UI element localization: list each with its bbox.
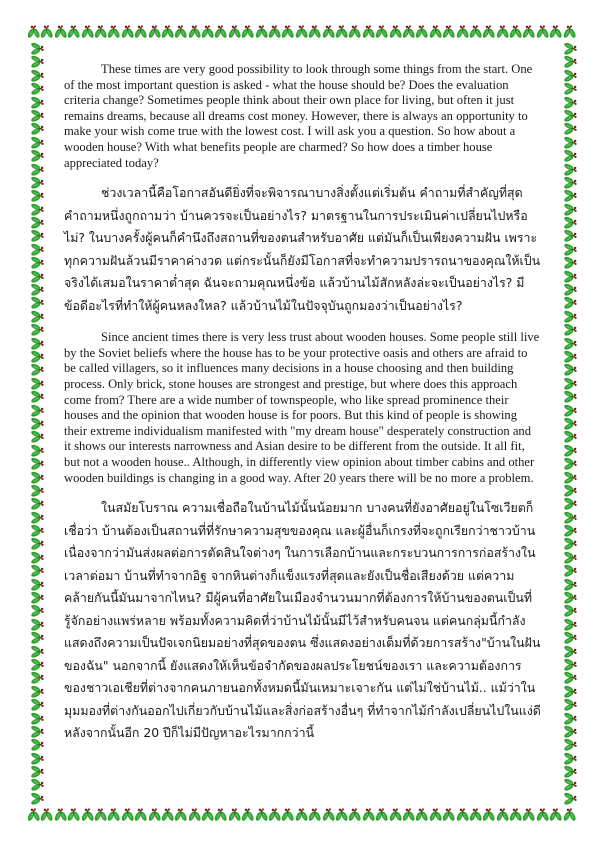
holly-sprig-icon [402,24,415,42]
holly-sprig-icon [308,24,321,42]
holly-sprig-icon [40,807,53,825]
holly-sprig-icon [560,176,578,189]
holly-sprig-icon [560,243,578,256]
holly-sprig-icon [27,122,45,135]
holly-sprig-icon [560,698,578,711]
holly-sprig-icon [27,618,45,631]
decorative-border-bottom [27,807,576,825]
holly-sprig-icon [322,807,335,825]
holly-sprig-icon [560,136,578,149]
holly-sprig-icon [161,24,174,42]
holly-sprig-icon [27,24,40,42]
holly-sprig-icon [27,69,45,82]
holly-sprig-icon [560,417,578,430]
holly-sprig-icon [27,471,45,484]
holly-sprig-icon [268,24,281,42]
holly-sprig-icon [188,807,201,825]
holly-sprig-icon [188,24,201,42]
holly-sprig-icon [560,363,578,376]
holly-sprig-icon [389,807,402,825]
holly-sprig-icon [27,229,45,242]
holly-sprig-icon [27,698,45,711]
holly-sprig-icon [560,471,578,484]
holly-sprig-icon [429,24,442,42]
decorative-border-right [560,42,578,807]
holly-sprig-icon [148,807,161,825]
holly-sprig-icon [27,310,45,323]
holly-sprig-icon [27,658,45,671]
holly-sprig-icon [560,149,578,162]
document-body [64,62,541,758]
holly-sprig-icon [107,24,120,42]
holly-sprig-icon [560,792,578,805]
holly-sprig-icon [560,323,578,336]
holly-sprig-icon [148,24,161,42]
holly-sprig-icon [27,243,45,256]
holly-sprig-icon [348,807,361,825]
holly-sprig-icon [27,430,45,443]
holly-sprig-icon [429,807,442,825]
holly-sprig-icon [134,24,147,42]
holly-sprig-icon [27,390,45,403]
holly-sprig-icon [27,752,45,765]
holly-sprig-icon [362,807,375,825]
holly-sprig-icon [560,163,578,176]
holly-sprig-icon [496,24,509,42]
holly-sprig-icon [174,24,187,42]
holly-sprig-icon [295,807,308,825]
holly-sprig-icon [27,645,45,658]
holly-sprig-icon [201,807,214,825]
holly-sprig-icon [560,618,578,631]
holly-sprig-icon [27,203,45,216]
holly-sprig-icon [549,24,562,42]
holly-sprig-icon [27,176,45,189]
holly-sprig-icon [560,497,578,510]
holly-sprig-icon [81,24,94,42]
holly-sprig-icon [27,564,45,577]
holly-sprig-icon [27,685,45,698]
holly-sprig-icon [469,807,482,825]
holly-sprig-icon [27,712,45,725]
holly-sprig-icon [560,685,578,698]
holly-sprig-icon [81,807,94,825]
holly-sprig-icon [27,283,45,296]
holly-sprig-icon [560,296,578,309]
holly-sprig-icon [560,631,578,644]
holly-sprig-icon [27,296,45,309]
holly-sprig-icon [560,310,578,323]
holly-sprig-icon [268,807,281,825]
holly-sprig-icon [281,807,294,825]
holly-sprig-icon [27,136,45,149]
holly-sprig-icon [27,377,45,390]
holly-sprig-icon [348,24,361,42]
holly-sprig-icon [27,537,45,550]
holly-sprig-icon [522,807,535,825]
holly-sprig-icon [134,807,147,825]
holly-sprig-icon [27,55,45,68]
holly-sprig-icon [201,24,214,42]
holly-sprig-icon [27,149,45,162]
holly-sprig-icon [560,591,578,604]
holly-sprig-icon [67,24,80,42]
holly-sprig-icon [27,578,45,591]
holly-sprig-icon [469,24,482,42]
holly-sprig-icon [27,725,45,738]
holly-sprig-icon [560,96,578,109]
holly-sprig-icon [27,350,45,363]
holly-sprig-icon [27,404,45,417]
holly-sprig-icon [27,189,45,202]
holly-sprig-icon [121,807,134,825]
holly-sprig-icon [442,24,455,42]
holly-sprig-icon [563,24,576,42]
holly-sprig-icon [308,807,321,825]
holly-sprig-icon [27,778,45,791]
holly-sprig-icon [375,807,388,825]
holly-sprig-icon [54,807,67,825]
holly-sprig-icon [27,256,45,269]
decorative-border-left [27,42,45,807]
holly-sprig-icon [94,807,107,825]
holly-sprig-icon [560,645,578,658]
holly-sprig-icon [362,24,375,42]
holly-sprig-icon [27,497,45,510]
holly-sprig-icon [174,807,187,825]
holly-sprig-icon [509,807,522,825]
holly-sprig-icon [560,270,578,283]
decorative-border-top [27,24,576,42]
holly-sprig-icon [255,807,268,825]
holly-sprig-icon [94,24,107,42]
holly-sprig-icon [228,24,241,42]
holly-sprig-icon [27,457,45,470]
holly-sprig-icon [560,216,578,229]
holly-sprig-icon [560,256,578,269]
holly-sprig-icon [560,337,578,350]
holly-sprig-icon [27,551,45,564]
holly-sprig-icon [27,42,45,55]
holly-sprig-icon [560,778,578,791]
holly-sprig-icon [536,807,549,825]
holly-sprig-icon [560,738,578,751]
holly-sprig-icon [375,24,388,42]
holly-sprig-icon [560,55,578,68]
holly-sprig-icon [40,24,53,42]
holly-sprig-icon [560,283,578,296]
holly-sprig-icon [563,807,576,825]
holly-sprig-icon [27,631,45,644]
holly-sprig-icon [560,122,578,135]
holly-sprig-icon [509,24,522,42]
holly-sprig-icon [560,203,578,216]
paragraph-english-2: Since ancient times there is very less trust about wooden houses. Some people still live by the Soviet beliefs where the house has to be your protective oasis and others are afraid to be called villagers, so it influences many decisions in a house choosing and then building process. Only brick, stone houses are strongest and prestige, but where does this approach come from? There are a wide number of townspeople, who like spread prominence their houses and the opinion that wooden house is for poors. But this kind of people is showing their extreme individualism manifested with "my dream house" desperately construction and it shows our interests narrowness and Asian desire to be different from the outside. It all fit, but not a wooden house.. Although, in differently view opinion about timber cabins and other wooden buildings is changing in a good way. After 20 years there will be no more a problem. [64,330,540,485]
holly-sprig-icon [214,807,227,825]
holly-sprig-icon [161,807,174,825]
holly-sprig-icon [560,82,578,95]
holly-sprig-icon [560,377,578,390]
paragraph-thai-2: ในสมัยโบราณ ความเชื่อถือในบ้านไม้นั้นน้อยมาก บางคนที่ยังอาศัยอยู่ในโซเวียตก็เชื่อว่า บ้านต้องเป็นสถานที่ที่รักษาความสุขของคุณ และผู้อื่นก็เกรงที่จะถูกเรียกว่าชาวบ้าน เนื่องจากว่ามันส่งผลต่อการตัดสินใจต่างๆ ในการเลือกบ้านและกระบวนการการก่อสร้างในเวลาต่อมา บ้านที่ทำจากอิฐ จากหินต่างก็แข็งแรงที่สุดและยังเป็นชื่อเสียงด้วย แต่ความคล้ายกันนี้มันมาจากไหน? มีผู้คนที่อาศัยในเมืองจำนวนมากที่ต้องการให้บ้านของตนเป็นที่รู้จักอย่างแพร่หลาย พร้อมทั้งความคิดที่ว่าบ้านไม้นั้นมีไว้สำหรับคนจน แต่คนกลุ่มนี้กำลังแสดงถึงความเป็นปัจเจกนิยมอย่างที่สุดของตน ซึ่งแสดงอย่างเต็มที่ด้วยการสร้าง"บ้านในฝันของฉัน" นอกจากนี้ ยังแสดงให้เห็นข้อจำกัดของผลประโยชน์ของเรา และความต้องการของชาวเอเชียที่ต่างจากคนภายนอกทั้งหมดนี้มันเหมาะเจาะกัน แต่ไม่ใช่บ้านไม้.. แม้ว่าในมุมมองที่ต่างกันออกไปเกี่ยวกับบ้านไม้และสิ่งก่อสร้างอื่นๆ ที่ทำจากไม้กำลังเปลี่ยนไปในแง่ดี หลังจากนั้นอีก 20 ปีก็ไม่มีปัญหาอะไรมากกว่านี้ [64,500,541,741]
holly-sprig-icon [27,337,45,350]
holly-sprig-icon [27,671,45,684]
holly-sprig-icon [241,24,254,42]
holly-sprig-icon [281,24,294,42]
holly-sprig-icon [560,444,578,457]
holly-sprig-icon [549,807,562,825]
holly-sprig-icon [335,807,348,825]
holly-sprig-icon [560,765,578,778]
holly-sprig-icon [560,604,578,617]
holly-sprig-icon [27,591,45,604]
holly-sprig-icon [27,484,45,497]
holly-sprig-icon [27,524,45,537]
holly-sprig-icon [214,24,227,42]
holly-sprig-icon [560,42,578,55]
holly-sprig-icon [402,807,415,825]
holly-sprig-icon [27,765,45,778]
holly-sprig-icon [27,417,45,430]
holly-sprig-icon [27,216,45,229]
holly-sprig-icon [560,725,578,738]
holly-sprig-icon [560,484,578,497]
holly-sprig-icon [560,671,578,684]
holly-sprig-icon [255,24,268,42]
holly-sprig-icon [415,807,428,825]
holly-sprig-icon [560,189,578,202]
holly-sprig-icon [67,807,80,825]
holly-sprig-icon [560,564,578,577]
holly-sprig-icon [27,807,40,825]
holly-sprig-icon [456,24,469,42]
holly-sprig-icon [295,24,308,42]
holly-sprig-icon [560,551,578,564]
holly-sprig-icon [27,109,45,122]
holly-sprig-icon [27,163,45,176]
holly-sprig-icon [27,792,45,805]
holly-sprig-icon [560,524,578,537]
paragraph-thai-1: ช่วงเวลานี้คือโอกาสอันดียิ่งที่จะพิจารณาบางสิ่งตั้งแต่เริ่มต้น คำถามที่สำคัญที่สุดคำถามหนึ่งถูกถามว่า บ้านควรจะเป็นอย่างไร? มาตรฐานในการประเมินค่าเปลี่ยนไปหรือไม่? ในบางครั้งผู้คนก็คำนึงถึงสถานที่ของตนสำหรับอาศัย แต่มันก็เป็นเพียงความฝัน เพราะทุกความฝันล้วนมีราคาค่างวด แต่กระนั้นก็ยังมีโอกาสที่จะทำความปรารถนาของคุณให้เป็นจริงได้เสมอในราคาต่ำสุด ฉันจะถามคุณหนึ่งข้อ แล้วบ้านไม้สักหลังล่ะจะเป็นอย่างไร? มีข้อดีอะไรที่ทำให้ผู้คนหลงใหล? แล้วบ้านไม้ในปัจจุบันถูกมองว่าเป็นอย่างไร? [64,185,541,313]
paragraph-english-1: These times are very good possibility to look through some things from the start. One of the most important question is asked - what the house should be? Does the evaluation criteria change? Sometimes people think about their own place for living, but often it just remains dreams, because all dreams cost money. However, there is always an opportunity to make your wish come true with the lowest cost. I will ask you a question. So how about a wooden house? With what benefits people are charmed? So how does a timber house appreciated today? [64,62,533,170]
holly-sprig-icon [389,24,402,42]
holly-sprig-icon [496,807,509,825]
holly-sprig-icon [27,363,45,376]
holly-sprig-icon [482,24,495,42]
holly-sprig-icon [560,578,578,591]
holly-sprig-icon [560,752,578,765]
holly-sprig-icon [322,24,335,42]
holly-sprig-icon [560,511,578,524]
holly-sprig-icon [536,24,549,42]
holly-sprig-icon [241,807,254,825]
holly-sprig-icon [27,323,45,336]
holly-sprig-icon [27,96,45,109]
holly-sprig-icon [107,807,120,825]
holly-sprig-icon [522,24,535,42]
holly-sprig-icon [442,807,455,825]
holly-sprig-icon [482,807,495,825]
holly-sprig-icon [560,537,578,550]
holly-sprig-icon [54,24,67,42]
holly-sprig-icon [335,24,348,42]
holly-sprig-icon [228,807,241,825]
holly-sprig-icon [415,24,428,42]
holly-sprig-icon [560,712,578,725]
holly-sprig-icon [560,350,578,363]
holly-sprig-icon [27,270,45,283]
holly-sprig-icon [560,658,578,671]
holly-sprig-icon [27,511,45,524]
holly-sprig-icon [27,444,45,457]
holly-sprig-icon [456,807,469,825]
holly-sprig-icon [27,738,45,751]
holly-sprig-icon [560,457,578,470]
holly-sprig-icon [560,430,578,443]
holly-sprig-icon [560,109,578,122]
holly-sprig-icon [560,390,578,403]
holly-sprig-icon [560,404,578,417]
holly-sprig-icon [27,82,45,95]
holly-sprig-icon [560,229,578,242]
holly-sprig-icon [560,69,578,82]
holly-sprig-icon [27,604,45,617]
holly-sprig-icon [121,24,134,42]
